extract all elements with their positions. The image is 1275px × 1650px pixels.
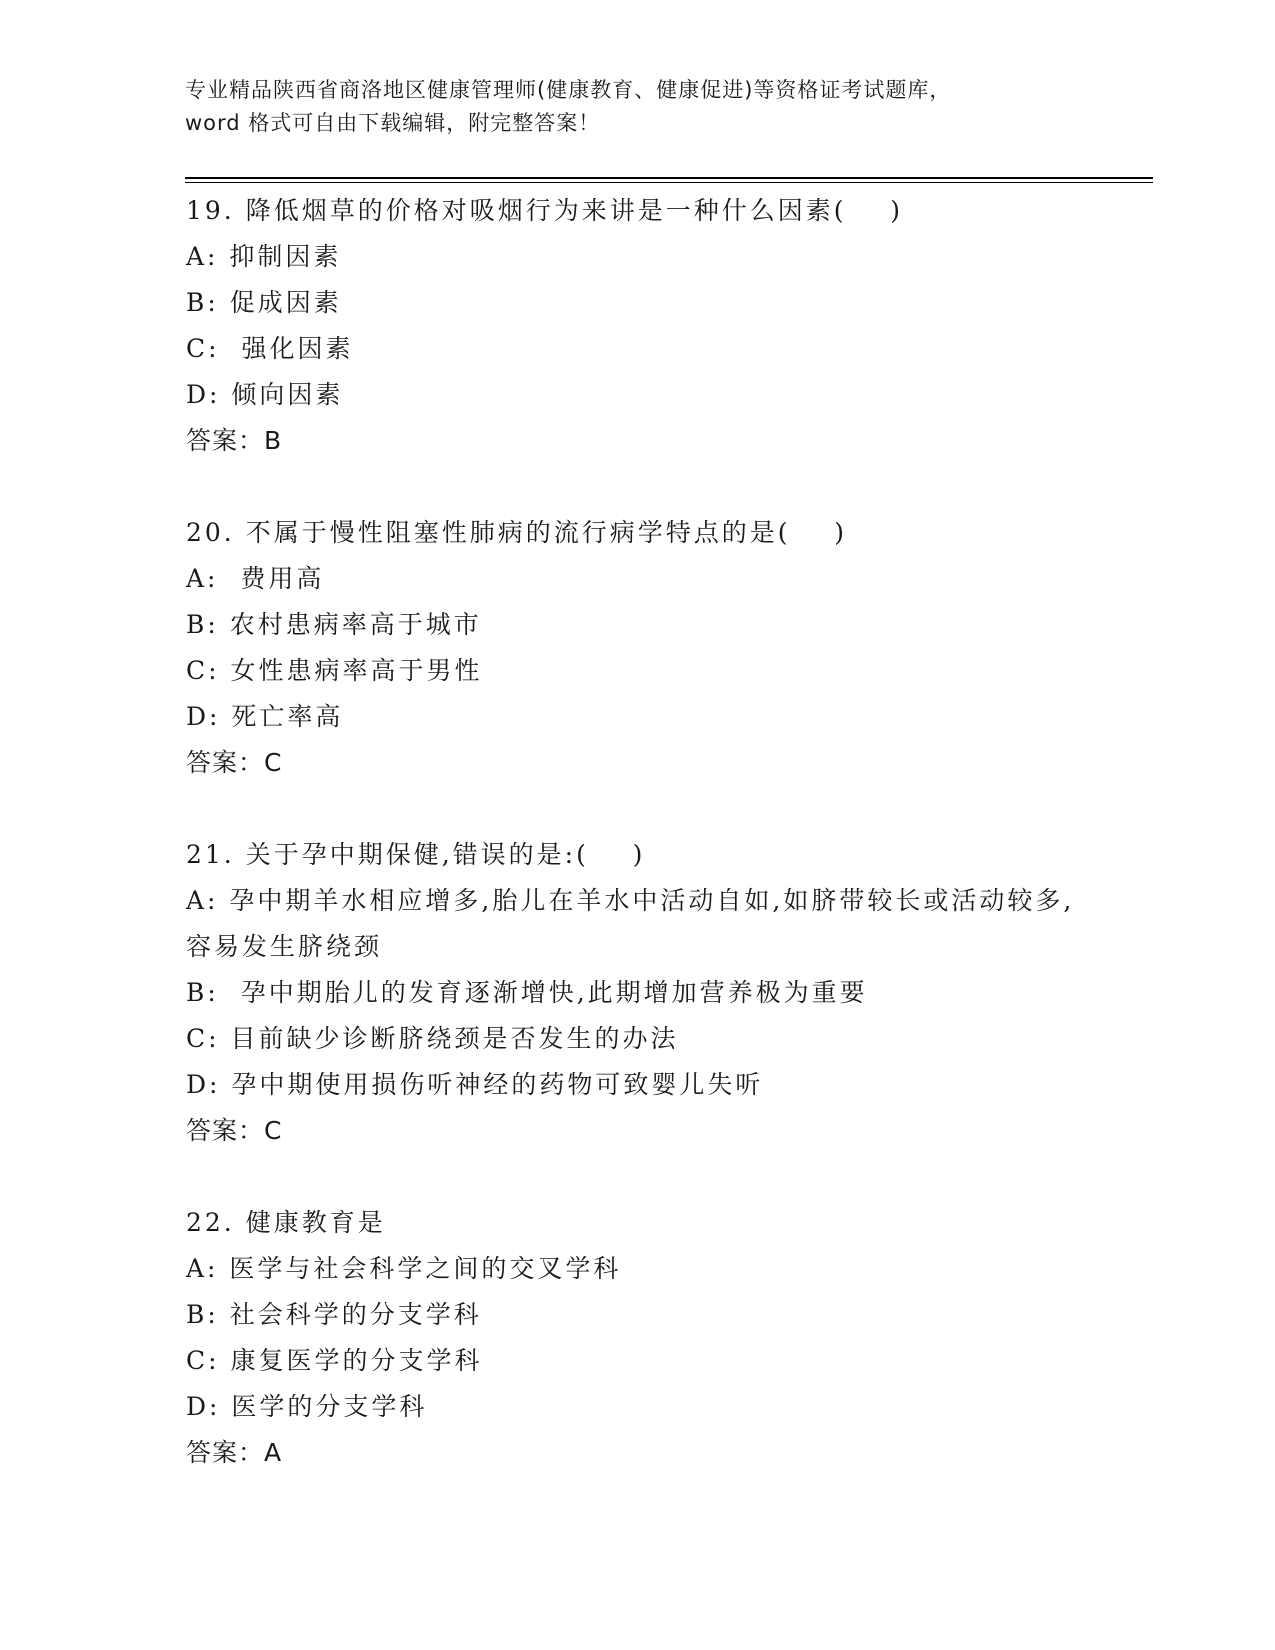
- question-19: [186, 188, 1086, 464]
- option-b: B: 社会科学的分支学科: [186, 1300, 482, 1329]
- question-22: [186, 1200, 1086, 1476]
- option-d: D: 孕中期使用损伤听神经的药物可致婴儿失听: [186, 1070, 764, 1099]
- option-d: D: 死亡率高: [186, 702, 344, 731]
- answer: 答案：A: [186, 1438, 283, 1467]
- option-d: D: 医学的分支学科: [186, 1392, 428, 1421]
- question-20: [186, 510, 1086, 786]
- header-line-1: 专业精品陕西省商洛地区健康管理师(健康教育、健康促进)等资格证考试题库，: [185, 78, 952, 102]
- question-21: [186, 832, 1086, 1154]
- question-stem: 22. 健康教育是: [186, 1208, 386, 1237]
- option-a: A: 费用高: [186, 564, 325, 593]
- option-b: B: 孕中期胎儿的发育逐渐增快,此期增加营养极为重要: [186, 978, 868, 1007]
- option-b: B: 农村患病率高于城市: [186, 610, 482, 639]
- header-divider-thin: [185, 182, 1153, 183]
- option-c: C: 女性患病率高于男性: [186, 656, 483, 685]
- option-a: A: 抑制因素: [186, 242, 342, 271]
- question-stem: 21. 关于孕中期保健,错误的是:( ): [186, 840, 646, 869]
- option-b: B: 促成因素: [186, 288, 342, 317]
- question-stem: 19. 降低烟草的价格对吸烟行为来讲是一种什么因素( ): [186, 196, 904, 225]
- answer: 答案：C: [186, 1116, 283, 1145]
- question-list: [186, 188, 1086, 1522]
- option-c: C: 目前缺少诊断脐绕颈是否发生的办法: [186, 1024, 679, 1053]
- document-header: [185, 74, 1085, 140]
- question-stem: 20. 不属于慢性阻塞性肺病的流行病学特点的是( ): [186, 518, 848, 547]
- option-a: A: 医学与社会科学之间的交叉学科: [186, 1254, 622, 1283]
- header-divider-thick: [185, 177, 1153, 179]
- header-line-2: word 格式可自由下载编辑，附完整答案！: [185, 111, 601, 135]
- option-c: C: 强化因素: [186, 334, 354, 363]
- answer: 答案：C: [186, 748, 283, 777]
- option-c: C: 康复医学的分支学科: [186, 1346, 483, 1375]
- option-a: A: 孕中期羊水相应增多,胎儿在羊水中活动自如,如脐带较长或活动较多,容易发生脐绕颈: [186, 886, 1075, 961]
- option-d: D: 倾向因素: [186, 380, 344, 409]
- answer: 答案：B: [186, 426, 283, 455]
